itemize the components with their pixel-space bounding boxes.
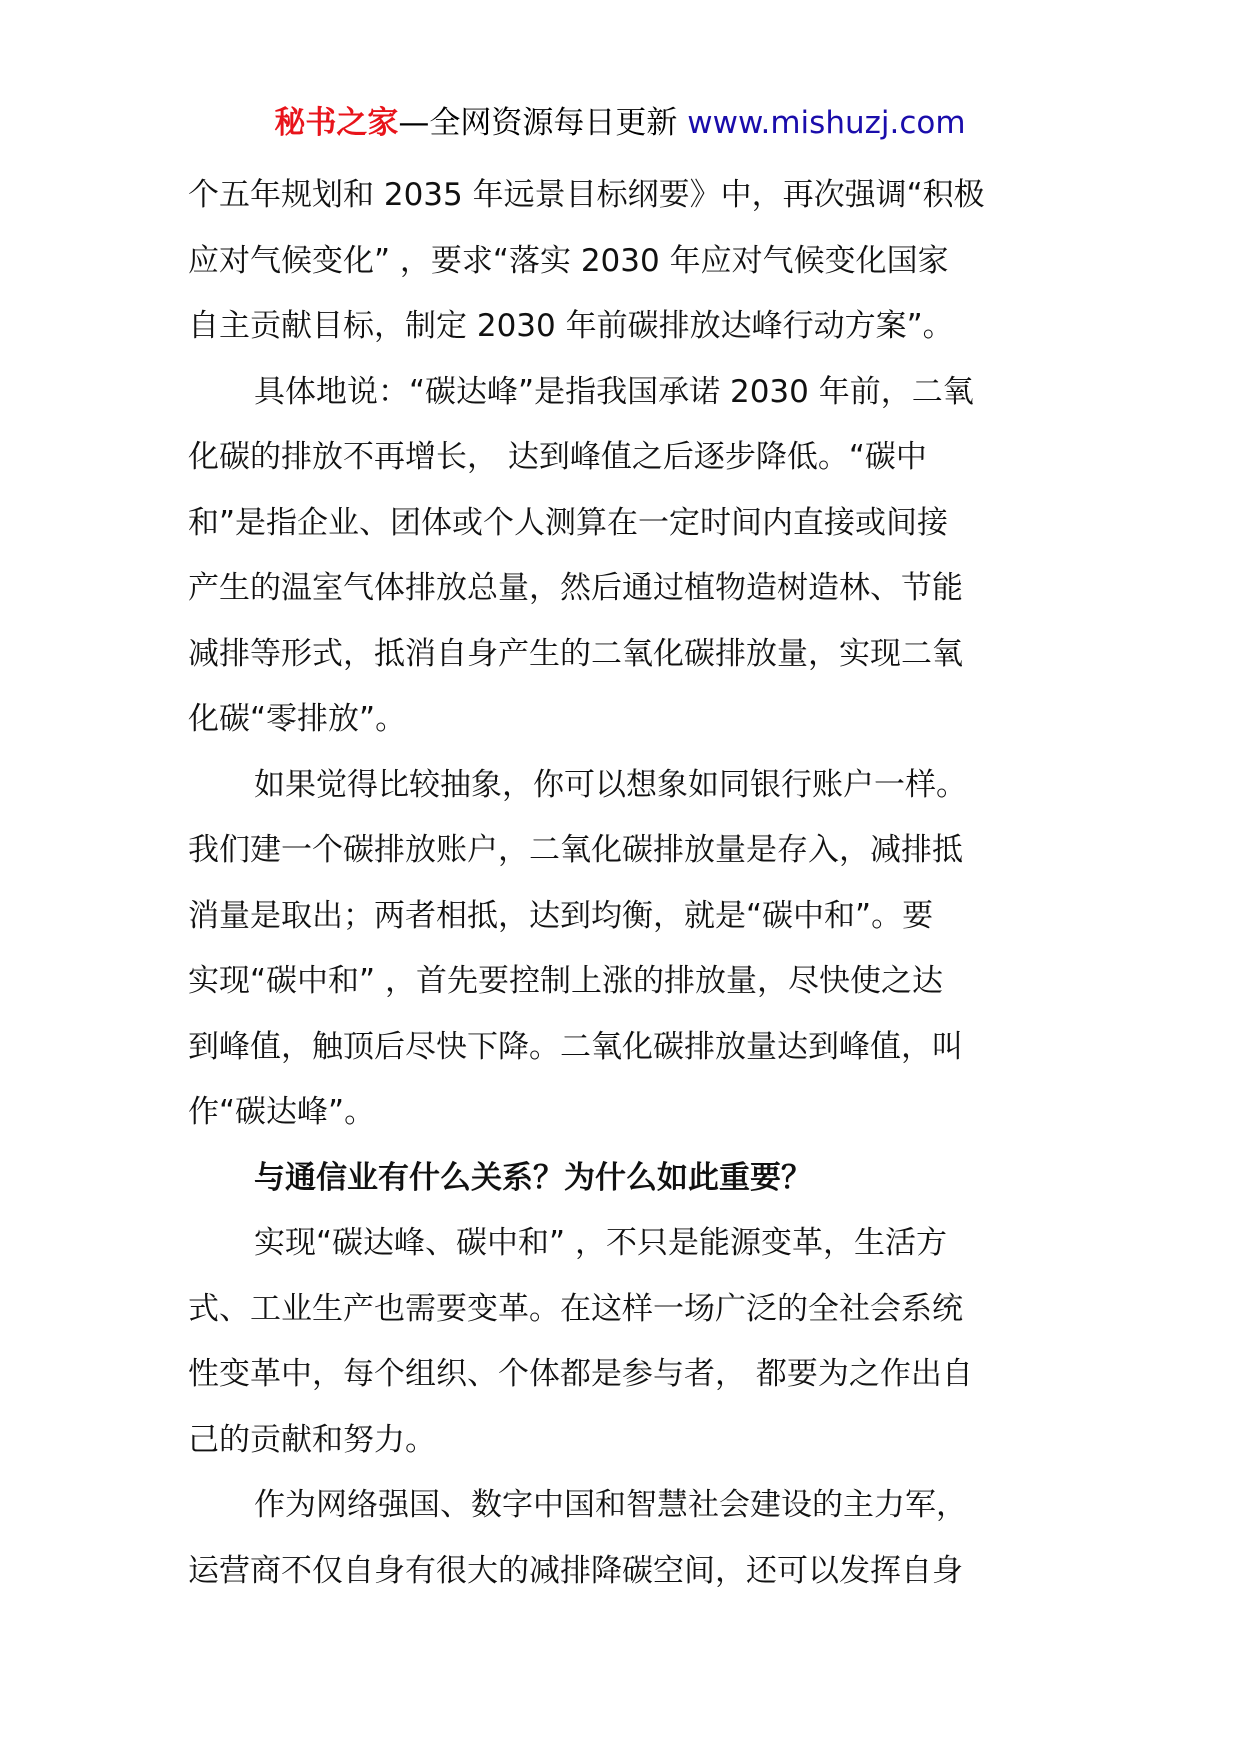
page-header: [0, 102, 1240, 144]
text-line: 应对气候变化” ，要求“落实 2030 年应对气候变化国家: [188, 242, 949, 279]
text-line: 到峰值，触顶后尽快下降。二氧化碳排放量达到峰值，叫: [188, 1028, 963, 1065]
text-line: 我们建一个碳排放账户，二氧化碳排放量是存入，减排抵: [188, 832, 963, 868]
text-line: 产生的温室气体排放总量，然后通过植物造树造林、节能: [188, 570, 963, 606]
paragraph-start: 如果觉得比较抽象，你可以想象如同银行账户一样。: [254, 766, 967, 803]
text-line: 作“碳达峰”。: [188, 1094, 376, 1130]
text-line: 式、工业生产也需要变革。在这样一场广泛的全社会系统: [188, 1290, 963, 1327]
paragraph-start: 实现“碳达峰、碳中和” ，不只是能源变革，生活方: [254, 1225, 947, 1261]
section-heading: 与通信业有什么关系？为什么如此重要？: [254, 1159, 812, 1196]
text-line: 性变革中，每个组织、个体都是参与者， 都要为之作出自: [188, 1356, 973, 1392]
text-line: 消量是取出；两者相抵，达到均衡，就是“碳中和”。要: [188, 897, 934, 934]
text-line: 个五年规划和 2035 年远景目标纲要》中，再次强调“积极: [188, 177, 985, 213]
text-line: 运营商不仅自身有很大的减排降碳空间，还可以发挥自身: [188, 1552, 963, 1589]
text-line: 和”是指企业、团体或个人测算在一定时间内直接或间接: [188, 504, 949, 541]
text-line: 己的贡献和努力。: [188, 1421, 436, 1458]
text-line: 化碳“零排放”。: [188, 701, 407, 737]
website-link[interactable]: www.mishuzj.com: [687, 105, 966, 141]
text-line: 实现“碳中和” ，首先要控制上涨的排放量，尽快使之达: [188, 963, 943, 999]
article-body: [188, 163, 1058, 1604]
brand-name: 秘书之家: [274, 105, 399, 141]
text-line: 减排等形式，抵消自身产生的二氧化碳排放量，实现二氧: [188, 635, 963, 672]
paragraph-start: 作为网络强国、数字中国和智慧社会建设的主力军，: [254, 1487, 967, 1523]
header-tagline: —全网资源每日更新: [398, 105, 678, 141]
text-line: 化碳的排放不再增长， 达到峰值之后逐步降低。“碳中: [188, 439, 927, 475]
paragraph-start: 具体地说：“碳达峰”是指我国承诺 2030 年前，二氧: [254, 373, 974, 410]
text-line: 自主贡献目标，制定 2030 年前碳排放达峰行动方案”。: [188, 308, 954, 344]
